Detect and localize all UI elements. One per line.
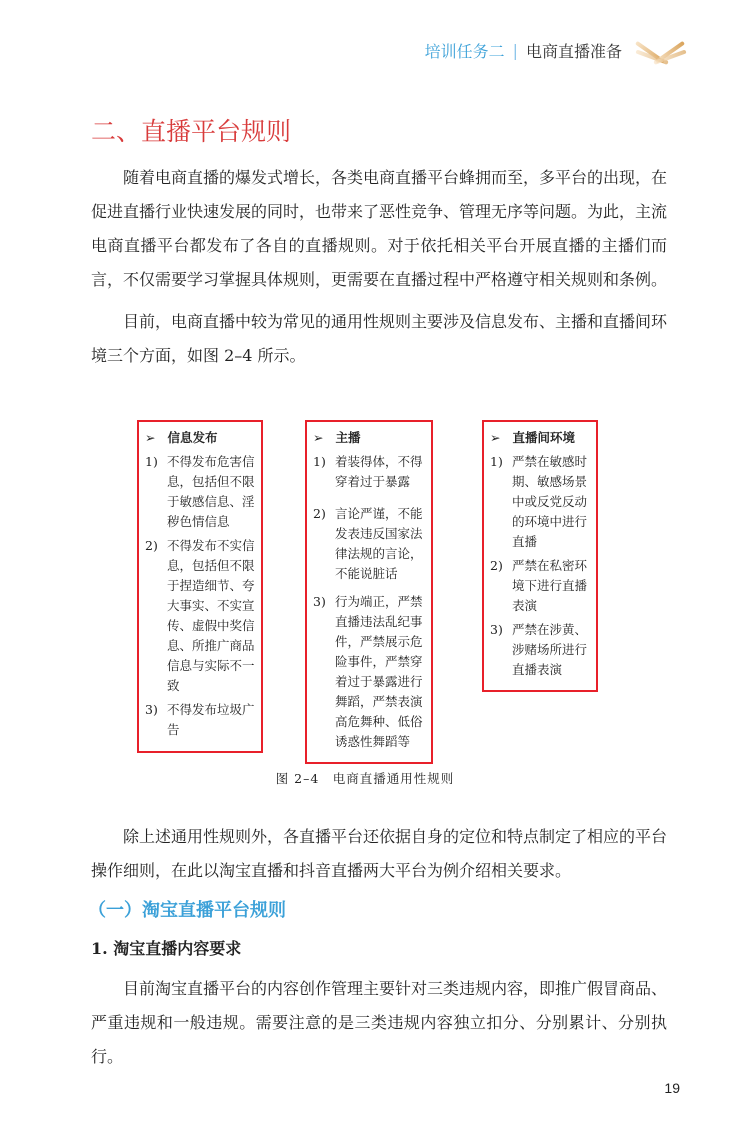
figure-box-anchor (305, 420, 433, 764)
paragraph-2: 目前，电商直播中较为常见的通用性规则主要涉及信息发布、主播和直播间环境三个方面，如图 2–4 所示。 (91, 312, 668, 365)
subsubsection-title: 1. 淘宝直播内容要求 (91, 939, 242, 958)
figure-box-info-release (137, 420, 263, 753)
list-item: 3) 不得发布垃圾广告 (145, 702, 255, 737)
arrow-icon: ➢ (313, 430, 324, 445)
list-item: 3) 严禁在涉黄、涉赌场所进行直播表演 (490, 622, 588, 677)
open-book-icon (630, 30, 690, 70)
page-number: 19 (664, 1080, 680, 1096)
list-item: 1) 着装得体，不得穿着过于暴露 (313, 454, 423, 489)
arrow-icon: ➢ (490, 430, 501, 445)
section-title: 二、直播平台规则 (91, 117, 292, 146)
list-item: 2) 不得发布不实信息，包括但不限于捏造细节、夸大事实、不实宣传、虚假中奖信息、所推广商品信息与实际不一致 (145, 538, 255, 693)
box-title: 直播间环境 (512, 430, 575, 445)
header-task: 培训任务二 (424, 41, 505, 61)
paragraph-1: 随着电商直播的爆发式增长，各类电商直播平台蜂拥而至，多平台的出现，在促进直播行业快速发展的同时，也带来了恶性竞争、管理无序等问题。为此，主流电商直播平台都发布了各自的直播规则。对于依托相关平台开展直播的主播们而言，不仅需要学习掌握具体规则，更需要在直播过程中严格遵守相关规则和条例。 (91, 168, 668, 289)
subsection-title: （一）淘宝直播平台规则 (88, 900, 286, 921)
box-title: 主播 (335, 430, 361, 445)
arrow-icon: ➢ (145, 430, 156, 445)
list-item: 1) 不得发布危害信息，包括但不限于敏感信息、淫秽色情信息 (145, 454, 255, 529)
list-item: 1) 严禁在敏感时期、敏感场景中或反党反动的环境中进行直播 (490, 454, 588, 549)
figure-2-4 (0, 420, 730, 750)
header-separator: | (512, 40, 518, 60)
list-item: 2) 严禁在私密环境下进行直播表演 (490, 558, 588, 613)
top-text-column (91, 115, 667, 381)
running-header (425, 30, 690, 70)
list-item: 3) 行为端正，严禁直播违法乱纪事件，严禁展示危险事件，严禁穿着过于暴露进行舞蹈，严禁表演高危舞种、低俗诱惑性舞蹈等 (313, 594, 423, 749)
paragraph-3: 除上述通用性规则外，各直播平台还依据自身的定位和特点制定了相应的平台操作细则，在此以淘宝直播和抖音直播两大平台为例介绍相关要求。 (91, 827, 668, 880)
header-chapter: 电商直播准备 (525, 41, 622, 61)
bottom-text-column (88, 820, 668, 1082)
figure-box-room-environment (482, 420, 598, 692)
figure-caption: 图 2–4 电商直播通用性规则 (275, 771, 455, 786)
paragraph-4: 目前淘宝直播平台的内容创作管理主要针对三类违规内容，即推广假冒商品、严重违规和一般违规。需要注意的是三类违规内容独立扣分、分别累计、分别执行。 (91, 979, 668, 1066)
list-item: 2) 言论严谨，不能发表违反国家法律法规的言论，不能说脏话 (313, 506, 423, 581)
box-title: 信息发布 (167, 430, 218, 445)
